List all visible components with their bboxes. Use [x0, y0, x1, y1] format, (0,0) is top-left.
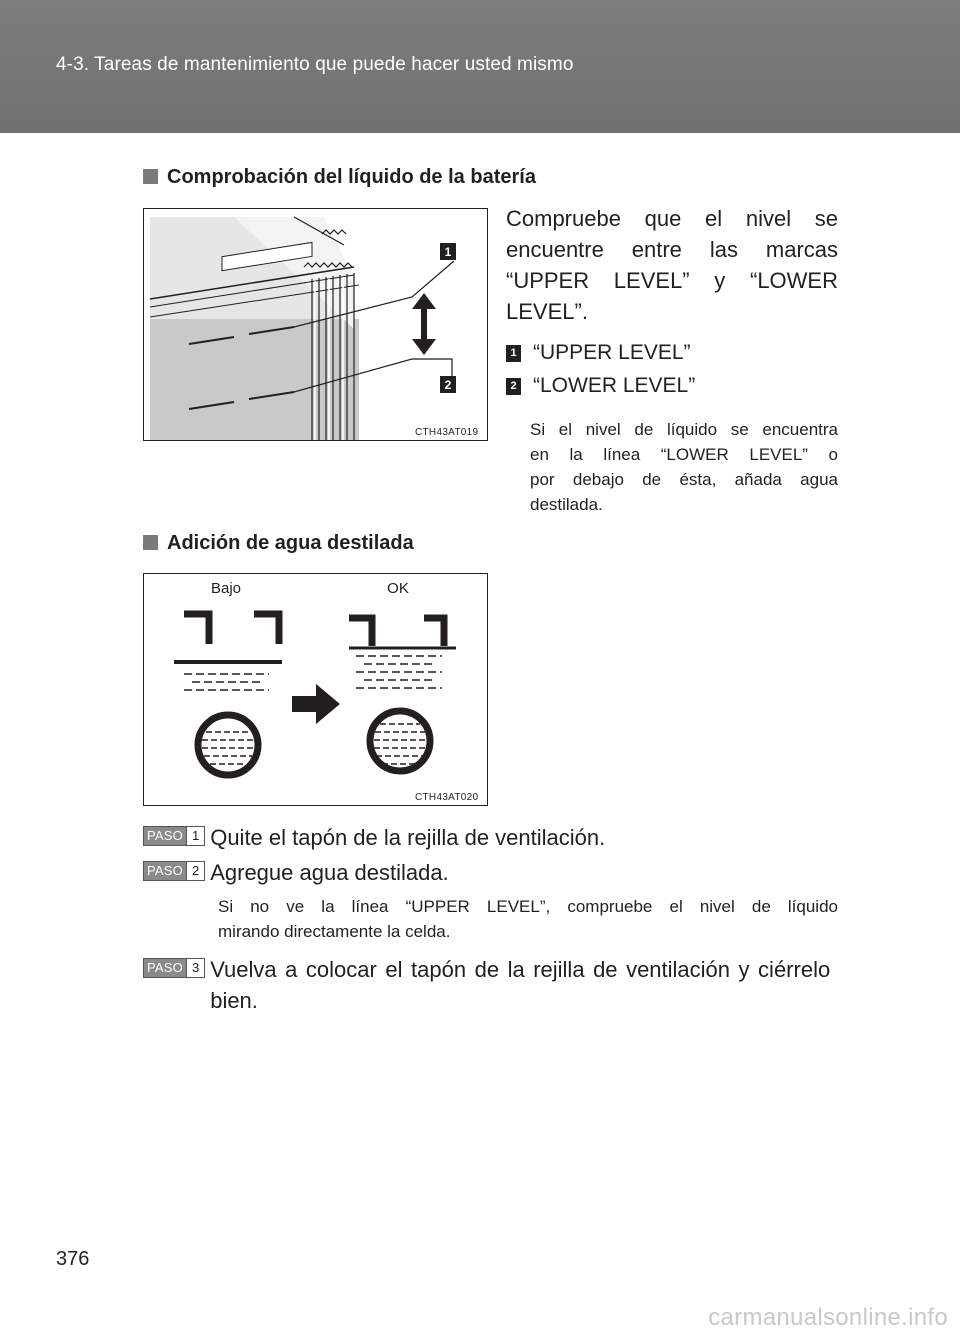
battery-level-figure — [143, 208, 488, 441]
legend-lower-level: 2 “LOWER LEVEL” — [506, 374, 695, 398]
distilled-water-figure — [143, 573, 488, 806]
step-2: PASO 2 Agregue agua destilada. — [143, 857, 449, 888]
watermark: carmanualsonline.info — [708, 1304, 948, 1331]
step-badge: PASO 2 — [143, 861, 205, 881]
callout-2-label: 2 — [444, 378, 452, 392]
page-number: 376 — [56, 1248, 90, 1270]
step-2-note: Si no ve la línea “UPPER LEVEL”, compruebe el nivel de líquido mirando directamente la celda. — [218, 897, 838, 941]
water-level-illustration — [144, 574, 488, 806]
figure-code: CTH43AT020 — [415, 792, 479, 803]
chapter-title: 4-3. Tareas de mantenimiento que puede hacer usted mismo — [56, 54, 574, 75]
label-ok: OK — [387, 580, 409, 597]
number-1-icon: 1 — [506, 345, 521, 362]
square-bullet-icon — [143, 169, 158, 184]
callout-1-label: 1 — [444, 245, 452, 259]
square-bullet-icon — [143, 535, 158, 550]
step-1: PASO 1 Quite el tapón de la rejilla de ventilación. — [143, 822, 605, 853]
battery-check-intro: Compruebe que el nivel se encuentre entre las marcas “UPPER LEVEL” y “LOWER LEVEL”. — [506, 206, 838, 324]
figure-code: CTH43AT019 — [415, 427, 479, 438]
battery-level-note: Si el nivel de líquido se encuentra en la línea “LOWER LEVEL” o por debajo de ésta, añada agua destilada. — [530, 420, 838, 514]
step-badge: PASO 1 — [143, 826, 205, 846]
step-3: PASO 3 Vuelva a colocar el tapón de la rejilla de ventilación y ciérrelo bien. — [143, 954, 830, 1016]
number-2-icon: 2 — [506, 378, 521, 395]
legend-upper-level: 1 “UPPER LEVEL” — [506, 341, 691, 365]
battery-illustration — [144, 209, 488, 441]
label-low: Bajo — [210, 580, 242, 597]
step-badge: PASO 3 — [143, 958, 205, 978]
section-heading-distilled-water: Adición de agua destilada — [143, 532, 414, 555]
section-heading-battery-fluid: Comprobación del líquido de la batería — [143, 166, 536, 189]
